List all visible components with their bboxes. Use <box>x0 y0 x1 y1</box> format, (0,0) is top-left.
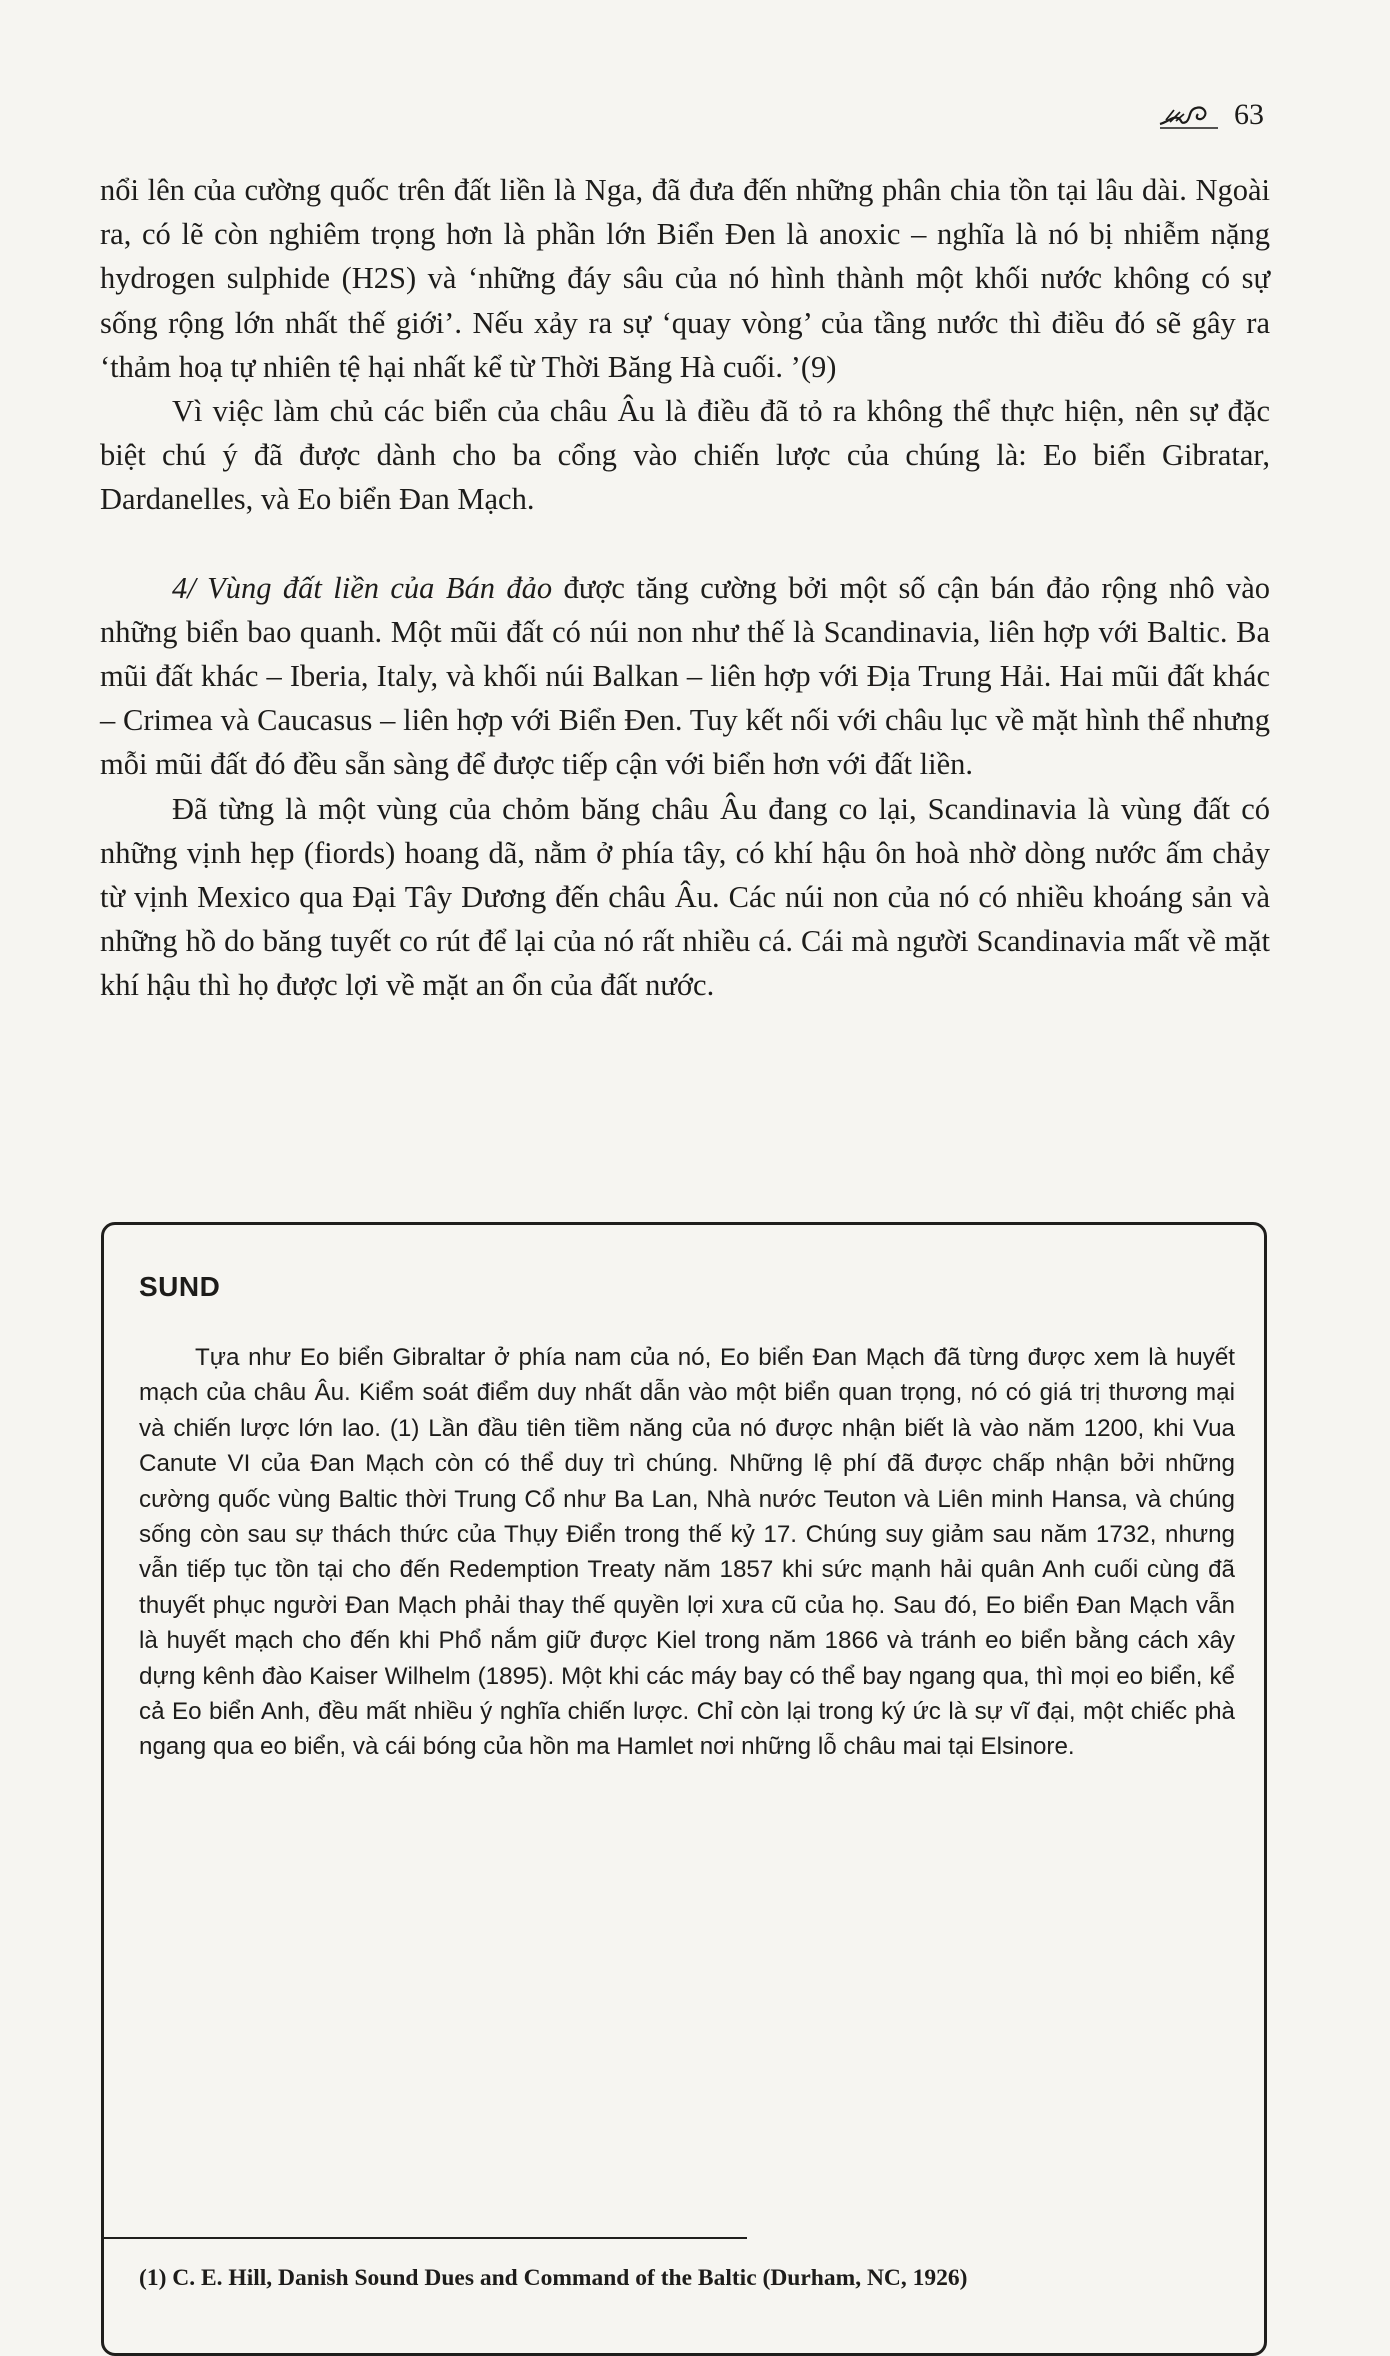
paragraph-scandinavia: Đã từng là một vùng của chỏm băng châu Âu đang co lại, Scandinavia là vùng đất có những vịnh hẹp (fiords) hoang dã, nằm ở phía tây, có khí hậu ôn hoà nhờ dòng nước ấm chảy từ vịnh Mexico qua Đại Tây Dương đến châu Âu. Các núi non của nó có nhiều khoáng sản và những hồ do băng tuyết co rút để lại của nó rất nhiều cá. Cái mà người Scandinavia mất về mặt khí hậu thì họ được lợi về mặt an ổn của đất nước. <box>100 791 1270 1003</box>
paragraph-continuation: nổi lên của cường quốc trên đất liền là Nga, đã đưa đến những phân chia tồn tại lâu dài. Ngoài ra, có lẽ còn nghiêm trọng hơn là phần lớn Biển Đen là anoxic – nghĩa là nó bị nhiễm nặng hydrogen sulphide (H2S) và ‘những đáy sâu của nó hình thành một khối nước không có sự sống rộng lớn nhất thế giới’. Nếu xảy ra sự ‘quay vòng’ của tầng nước thì điều đó sẽ gây ra ‘thảm hoạ tự nhiên tệ hại nhất kể từ Thời Băng Hà cuối. ’(9) <box>100 173 1270 384</box>
section-lead: 4/ Vùng đất liền của Bán đảo <box>172 570 553 605</box>
page-header <box>1158 98 1264 132</box>
sidebar-text <box>139 1340 1235 1765</box>
paragraph-peninsula-text: được tăng cường bởi một số cận bán đảo rộng nhô vào những biển bao quanh. Một mũi đất có núi non như thế là Scandinavia, liên hợp với Baltic. Ba mũi đất khác – Iberia, Italy, và khối núi Balkan – liên hợp với Địa Trung Hải. Hai mũi đất khác – Crimea và Caucasus – liên hợp với Biển Đen. Tuy kết nối với châu lục về mặt hình thể nhưng mỗi mũi đất đó đều sẵn sàng để được tiếp cận với biển hơn với đất liền. <box>100 570 1271 782</box>
footnote-divider <box>104 2237 747 2239</box>
paragraph-straits: Vì việc làm chủ các biển của châu Âu là điều đã tỏ ra không thể thực hiện, nên sự đặc biệt chú ý đã được dành cho ba cổng vào chiến lược của chúng là: Eo biển Gibratar, Dardanelles, và Eo biển Đan Mạch. <box>100 394 1270 517</box>
main-text <box>100 168 1270 1008</box>
sidebar-box <box>101 1222 1267 2356</box>
footnote: (1) C. E. Hill, Danish Sound Dues and Command of the Baltic (Durham, NC, 1926) <box>139 2265 968 2291</box>
page-number: 63 <box>1234 98 1264 131</box>
page-ornament-icon <box>1158 98 1220 132</box>
paragraph-peninsula <box>100 566 1270 787</box>
sidebar-title: SUND <box>139 1271 221 1302</box>
sidebar-paragraph: Tựa như Eo biển Gibraltar ở phía nam của nó, Eo biển Đan Mạch đã từng được xem là huyết mạch của châu Âu. Kiểm soát điểm duy nhất dẫn vào một biển quan trọng, nó có giá trị thương mại và chiến lược lớn lao. (1) Lần đầu tiên tiềm năng của nó được nhận biết là vào năm 1200, khi Vua Canute VI của Đan Mạch còn có thể duy trì chúng. Những lệ phí đã được chấp nhận bởi những cường quốc vùng Baltic thời Trung Cổ như Ba Lan, Nhà nước Teuton và Liên minh Hansa, và chúng sống còn sau sự thách thức của Thụy Điển trong thế kỷ 17. Chúng suy giảm sau năm 1732, nhưng vẫn tiếp tục tồn tại cho đến Redemption Treaty năm 1857 khi sức mạnh hải quân Anh cuối cùng đã thuyết phục người Đan Mạch phải thay thế quyền lợi xưa cũ của họ. Sau đó, Eo biển Đan Mạch vẫn là huyết mạch cho đến khi Phổ nắm giữ được Kiel trong năm 1866 và tránh eo biển bằng cách xây dựng kênh đào Kaiser Wilhelm (1895). Một khi các máy bay có thể bay ngang qua, thì mọi eo biển, kể cả Eo biển Anh, đều mất nhiều ý nghĩa chiến lược. Chỉ còn lại trong ký ức là sự vĩ đại, một chiếc phà ngang qua eo biển, và cái bóng của hồn ma Hamlet nơi những lỗ châu mai tại Elsinore. <box>139 1344 1235 1761</box>
